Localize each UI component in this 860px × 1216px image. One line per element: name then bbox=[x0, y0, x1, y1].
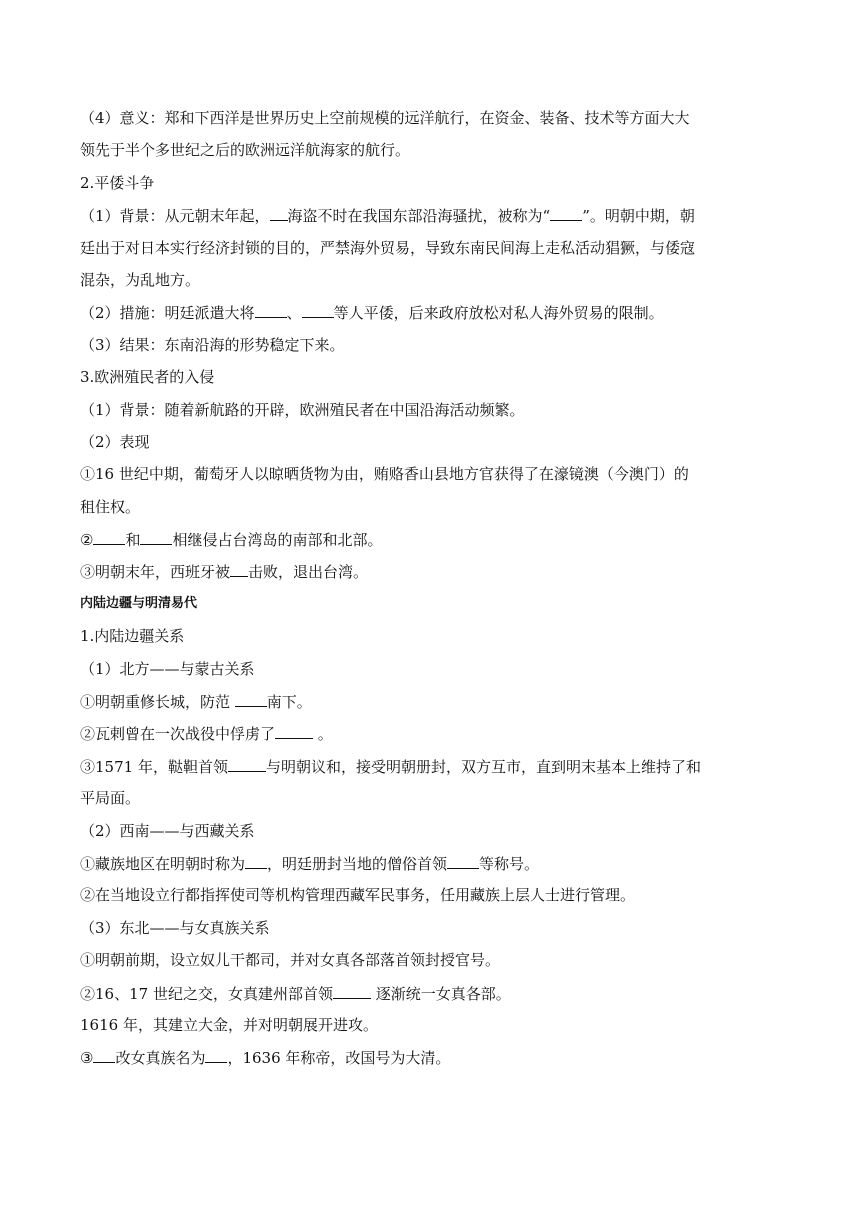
fill-in-blank bbox=[245, 851, 267, 869]
text-segment: 租住权。 bbox=[80, 497, 141, 516]
text-line bbox=[80, 559, 800, 583]
text-line bbox=[80, 268, 800, 292]
fill-in-blank bbox=[140, 527, 172, 545]
fill-in-blank bbox=[235, 689, 267, 707]
fill-in-blank bbox=[230, 559, 248, 577]
text-line bbox=[80, 916, 800, 940]
text-line bbox=[80, 1013, 800, 1037]
text-segment: 廷出于对日本实行经济封锁的目的，严禁海外贸易，导致东南民间海上走私活动猖獗，与倭寇 bbox=[80, 238, 696, 257]
text-line bbox=[80, 398, 800, 422]
text-segment: 等人平倭，后来政府放松对私人海外贸易的限制。 bbox=[333, 304, 664, 323]
text-segment: 。 bbox=[313, 725, 333, 744]
fill-in-blank bbox=[550, 203, 582, 221]
text-line bbox=[80, 527, 800, 551]
fill-in-blank bbox=[275, 721, 313, 739]
text-segment: ③ bbox=[80, 1049, 94, 1068]
text-line bbox=[80, 300, 800, 324]
text-segment: 内陆边疆与明清易代 bbox=[80, 595, 198, 611]
text-segment: 相继侵占台湾岛的南部和北部。 bbox=[172, 531, 383, 550]
text-line bbox=[80, 462, 800, 486]
text-segment: ①明朝前期，设立奴儿干都司，并对女真各部落首领封授官号。 bbox=[80, 951, 501, 970]
text-segment: 击败，退出台湾。 bbox=[248, 563, 369, 582]
text-segment: 2.平倭斗争 bbox=[80, 173, 155, 192]
text-segment: ，明廷册封当地的僧俗首领 bbox=[267, 854, 448, 873]
text-line bbox=[80, 657, 800, 681]
text-segment: ”。明朝中期，朝 bbox=[582, 207, 695, 226]
text-line bbox=[80, 333, 800, 357]
text-segment: （4）意义：郑和下西洋是世界历史上空前规模的远洋航行，在资金、装备、技术等方面大大 bbox=[80, 109, 690, 127]
text-segment: 1616 年，其建立大金，并对明朝展开进攻。 bbox=[80, 1015, 378, 1034]
text-segment: 逐渐统一女真各部。 bbox=[370, 984, 511, 1003]
document-body bbox=[80, 106, 800, 1078]
fill-in-blank bbox=[270, 203, 288, 221]
text-line bbox=[80, 624, 800, 648]
text-line bbox=[80, 203, 800, 227]
fill-in-blank bbox=[333, 981, 371, 999]
text-line bbox=[80, 495, 800, 519]
text-line bbox=[80, 721, 800, 745]
text-segment: 海盗不时在我国东部沿海骚扰，被称为“ bbox=[287, 207, 551, 226]
fill-in-blank bbox=[255, 300, 287, 318]
text-segment: ，1636 年称帝，改国号为大清。 bbox=[227, 1049, 451, 1068]
text-line bbox=[80, 171, 800, 195]
text-segment: 与明朝议和，接受明朝册封，双方互市，直到明末基本上维持了和 bbox=[265, 757, 701, 776]
text-line bbox=[80, 1045, 800, 1069]
text-segment: ①藏族地区在明朝时称为 bbox=[80, 854, 246, 873]
text-segment: 南下。 bbox=[266, 693, 312, 712]
fill-in-blank bbox=[93, 1045, 115, 1063]
text-line bbox=[80, 236, 800, 260]
text-segment: 、 bbox=[286, 304, 302, 323]
fill-in-blank bbox=[205, 1045, 227, 1063]
text-segment: ①明朝重修长城，防范 bbox=[80, 693, 235, 712]
text-segment: （3）东北——与女真族关系 bbox=[80, 918, 270, 937]
text-segment: 混杂，为乱地方。 bbox=[80, 270, 201, 289]
text-line bbox=[80, 754, 800, 778]
text-line bbox=[80, 365, 800, 389]
fill-in-blank bbox=[447, 851, 479, 869]
text-segment: 和 bbox=[125, 531, 141, 550]
text-line bbox=[80, 786, 800, 810]
text-segment: 1.内陆边疆关系 bbox=[80, 627, 185, 646]
text-line bbox=[80, 948, 800, 972]
text-segment: （1）背景：随着新航路的开辟，欧洲殖民者在中国沿海活动频繁。 bbox=[80, 400, 525, 419]
text-segment: ③明朝末年，西班牙被 bbox=[80, 563, 231, 582]
fill-in-blank bbox=[302, 300, 334, 318]
text-segment: ②瓦剌曾在一次战役中俘虏了 bbox=[80, 725, 276, 744]
section-heading bbox=[80, 592, 800, 616]
text-segment: 领先于半个多世纪之后的欧洲远洋航海家的航行。 bbox=[80, 141, 411, 160]
text-segment: ② bbox=[80, 531, 94, 550]
text-segment: （1）背景：从元朝末年起， bbox=[80, 207, 270, 226]
text-line bbox=[80, 106, 800, 130]
text-segment: （2）措施：明廷派遣大将 bbox=[80, 304, 255, 323]
text-segment: ②16、17 世纪之交，女真建州部首领 bbox=[80, 984, 333, 1003]
text-segment: 改女真族名为 bbox=[115, 1049, 206, 1068]
text-line bbox=[80, 430, 800, 454]
text-segment: 3.欧洲殖民者的入侵 bbox=[80, 368, 215, 387]
text-line bbox=[80, 138, 800, 162]
text-line bbox=[80, 883, 800, 907]
text-segment: （3）结果：东南沿海的形势稳定下来。 bbox=[80, 335, 345, 354]
text-segment: ②在当地设立行都指挥使司等机构管理西藏军民事务，任用藏族上层人士进行管理。 bbox=[80, 886, 636, 905]
text-line bbox=[80, 981, 800, 1005]
fill-in-blank bbox=[228, 754, 266, 772]
text-segment: ③1571 年，鞑靼首领 bbox=[80, 757, 228, 776]
text-line bbox=[80, 819, 800, 843]
text-segment: ①16 世纪中期，葡萄牙人以晾晒货物为由，贿赂香山县地方官获得了在濠镜澳（今澳门）的 bbox=[80, 465, 689, 484]
text-line bbox=[80, 689, 800, 713]
text-segment: （2）表现 bbox=[80, 432, 150, 451]
text-segment: 平局面。 bbox=[80, 789, 141, 808]
text-segment: （1）北方——与蒙古关系 bbox=[80, 659, 255, 678]
text-segment: 等称号。 bbox=[479, 854, 540, 873]
text-segment: （2）西南——与西藏关系 bbox=[80, 821, 255, 840]
text-line bbox=[80, 851, 800, 875]
fill-in-blank bbox=[93, 527, 125, 545]
